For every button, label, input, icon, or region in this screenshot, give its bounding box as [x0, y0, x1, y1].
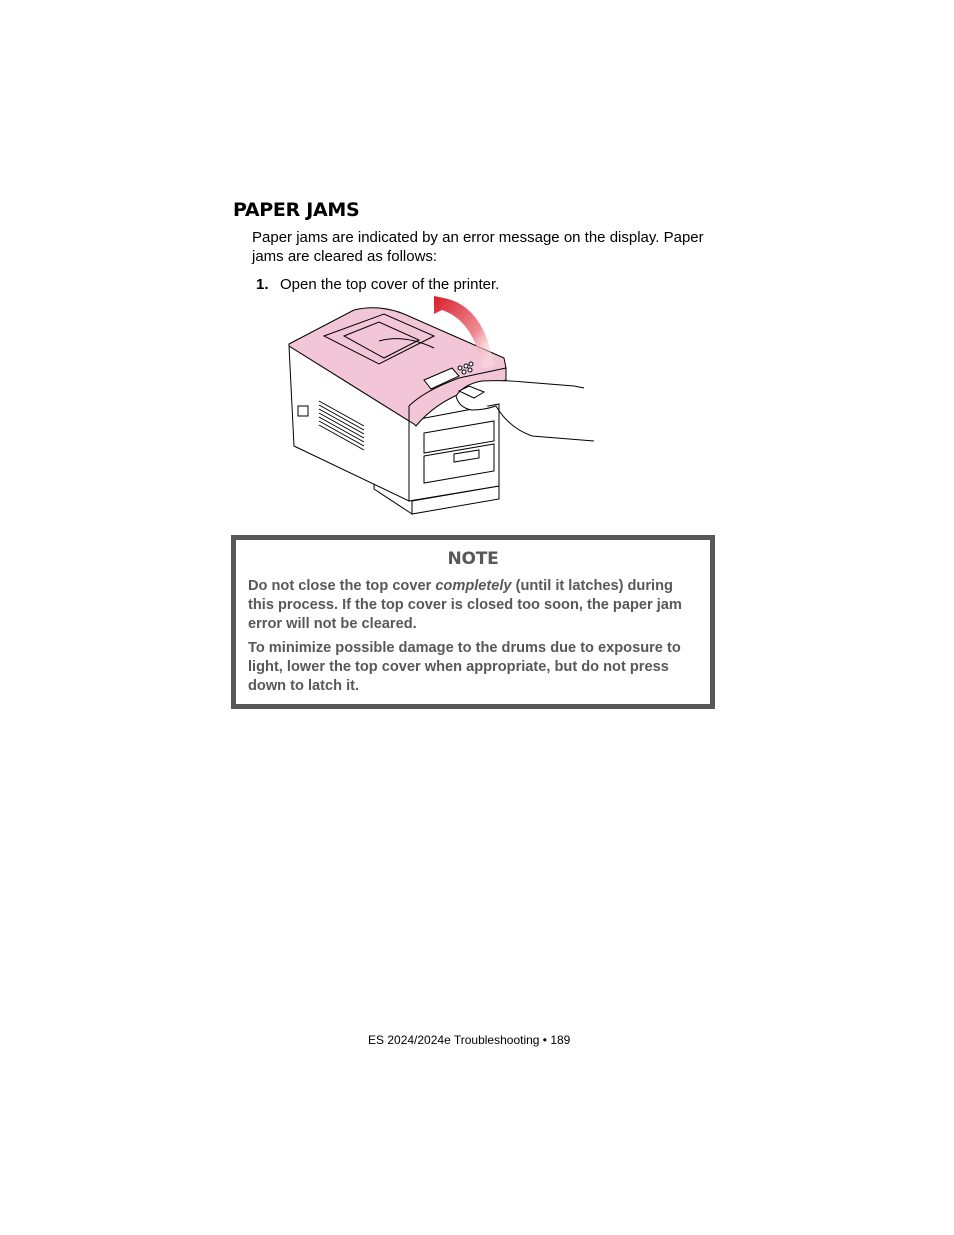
- section-heading: PAPER JAMS: [233, 199, 360, 221]
- page-footer: ES 2024/2024e Troubleshooting • 189: [368, 1033, 571, 1047]
- step-number: 1.: [256, 276, 269, 293]
- step-text: Open the top cover of the printer.: [280, 276, 500, 293]
- note-p1-text-after: (until it latches) during this process. If the top cover is closed too soon, the paper jam error will not be cleared.: [248, 578, 682, 632]
- step-item: [256, 275, 499, 294]
- intro-paragraph: Paper jams are indicated by an error message on the display. Paper jams are cleared as follows:: [252, 229, 704, 265]
- note-title: NOTE: [447, 549, 499, 569]
- note-paragraph-1: [248, 577, 698, 634]
- note-box: [231, 535, 715, 709]
- logo-plate: [298, 406, 308, 416]
- note-p1-emphasis: completely: [435, 578, 512, 594]
- note-p1-text: Do not close the top cover: [248, 578, 436, 594]
- note-paragraph-2: To minimize possible damage to the drums due to exposure to light, lower the top cover when appropriate, but do not press down to latch it.: [248, 640, 681, 694]
- printer-open-cover-illustration: [284, 296, 594, 518]
